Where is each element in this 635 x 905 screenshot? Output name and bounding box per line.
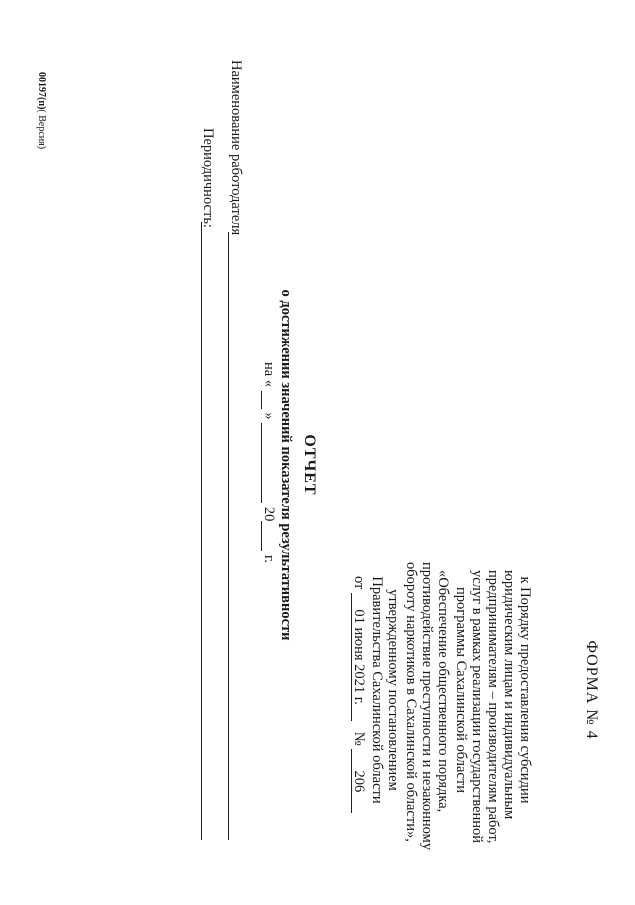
appendix-line: юридическим лицам и индивидуальным	[501, 570, 517, 820]
report-subtitle: о достижении значений показателя результативности	[278, 289, 294, 641]
form-number: ФОРМА № 4	[583, 640, 600, 740]
employer-field-line[interactable]	[228, 232, 229, 840]
year-suffix: г.	[261, 554, 277, 563]
month-blank[interactable]	[261, 423, 276, 503]
decree-date: 01 июня 2021 г.	[351, 593, 366, 721]
appendix-line: предпринимателям – производителям работ,	[485, 570, 501, 844]
decree-prefix: от	[351, 576, 367, 590]
decree-number: 206	[351, 749, 366, 813]
employer-label: Наименование работодателя	[228, 60, 244, 236]
report-title: ОТЧЕТ	[301, 434, 318, 496]
year-prefix: 20	[261, 506, 277, 522]
appendix-line: к Порядку предоставления субсидии	[517, 576, 533, 804]
appendix-line: Правительства Сахалинской области	[369, 576, 385, 804]
year-blank[interactable]	[261, 521, 276, 551]
day-blank[interactable]	[261, 391, 276, 409]
footer-code	[33, 72, 49, 149]
footer-code-text: 00197(п)	[36, 72, 47, 110]
periodicity-label: Периодичность:	[200, 128, 216, 228]
appendix-line: обороту наркотиков в Сахалинской области»,	[403, 562, 419, 842]
quote-close: »	[261, 412, 277, 420]
appendix-line: услуг в рамках реализации государственной	[469, 570, 485, 844]
decree-line	[351, 576, 367, 813]
appendix-line: противодействие преступности и незаконному	[419, 562, 435, 851]
appendix-line: программы Сахалинской области	[453, 587, 469, 793]
footer-version: ( Версия)	[36, 109, 47, 150]
report-date-line	[261, 362, 277, 563]
decree-number-sign: №	[351, 731, 367, 746]
appendix-line: утвержденному постановлением	[385, 589, 401, 791]
date-prefix: на «	[261, 362, 277, 388]
appendix-line: «Обеспечение общественного порядка,	[435, 570, 451, 813]
periodicity-field-line[interactable]	[201, 222, 202, 840]
